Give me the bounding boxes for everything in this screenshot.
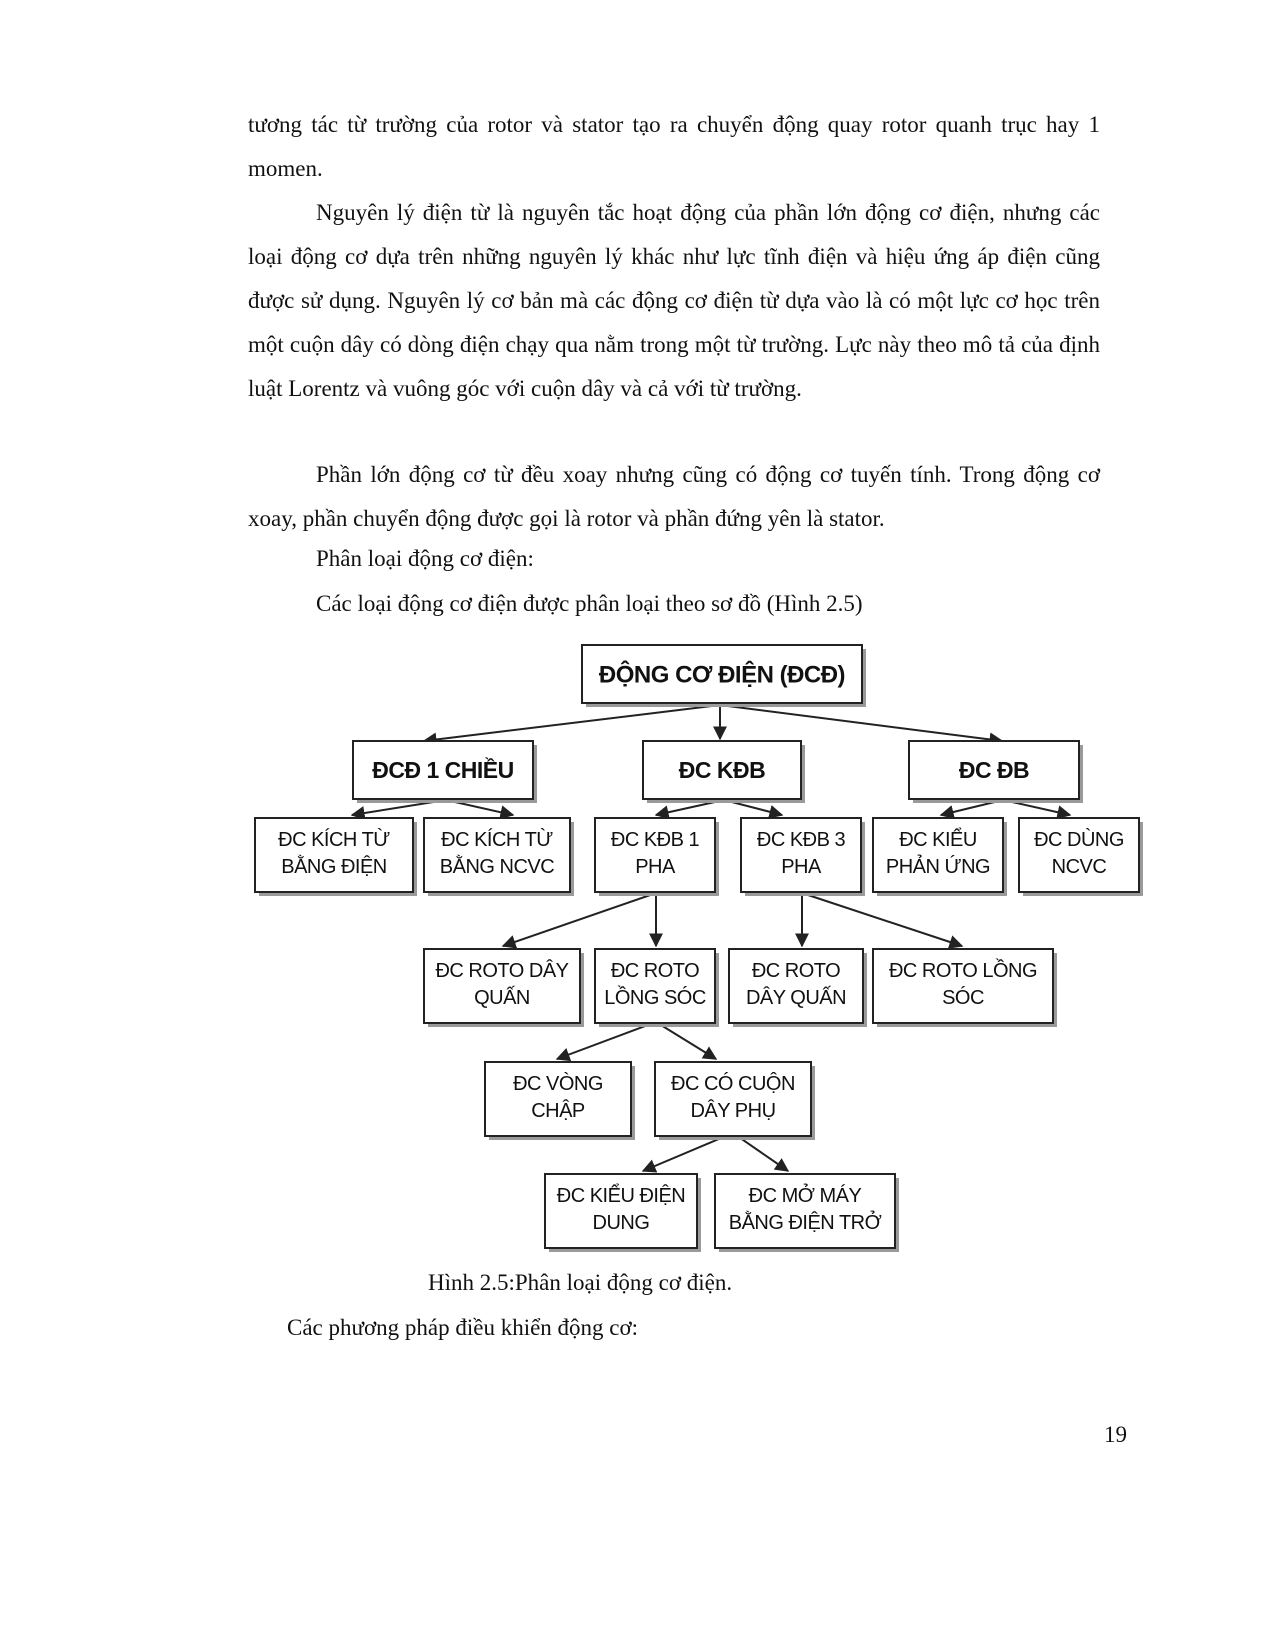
node-label: ĐC ĐB [958, 757, 1030, 783]
node-label-line1: ĐC VÒNG [513, 1073, 603, 1095]
node-kieu-phan-ung [873, 818, 1007, 896]
node-dc-kdb [643, 741, 805, 803]
node-label-line2: DÂY PHỤ [690, 1100, 776, 1122]
node-label-line1: ĐC CÓ CUỘN [671, 1073, 795, 1095]
node-label-line2: PHA [635, 856, 675, 878]
node-label-line2: BẰNG ĐIỆN TRỞ [728, 1212, 882, 1234]
node-label-line1: ĐC ROTO [751, 960, 841, 982]
node-label: ĐỘNG CƠ ĐIỆN (ĐCĐ) [598, 661, 846, 689]
edge-root-db [720, 705, 1002, 741]
node-dc-db [909, 741, 1083, 803]
node-kdb-3-pha [741, 818, 865, 896]
node-kich-tu-bang-ncvc [424, 818, 574, 896]
node-label-line1: ĐC KÍCH TỪ [441, 829, 553, 851]
node-roto-long-soc-3pha [873, 949, 1057, 1027]
page-number: 19 [1104, 1422, 1127, 1447]
edge-kdb3-rotolongsoc [802, 893, 962, 946]
node-vong-chap [485, 1062, 635, 1140]
node-label-line2: PHA [781, 856, 821, 878]
edge-root-dc [424, 705, 720, 741]
node-label-line1: ĐC ROTO LỒNG [888, 960, 1038, 982]
node-label-line2: QUẤN [474, 987, 530, 1009]
node-label-line2: CHẬP [531, 1100, 585, 1122]
paragraph-text: Nguyên lý điện từ là nguyên tắc hoạt động của phần lớn động cơ điện, nhưng các loại động cơ dựa trên những nguyên lý khác như lực tĩnh điện và hiệu ứng áp điện cũng được sử dụng. Nguyên lý cơ bản mà các động cơ điện từ dựa vào là có một lực cơ học trên một cuộn dây có dòng điện chạy qua nằm trong một từ trường. Lực này theo mô tả của [248, 200, 1100, 357]
lorentz-law-link[interactable]: định luật Lorentz [248, 332, 1100, 401]
figure-caption: Hình 2.5:Phân loại động cơ điện. [428, 1270, 733, 1295]
node-label-line2: NCVC [1051, 856, 1107, 878]
node-label: ĐC KĐB [678, 757, 766, 783]
node-kdb-1-pha [595, 818, 719, 896]
paragraph-text: tương tác từ trường của rotor và stator tạo ra chuyển động quay rotor quanh trục hay 1 momen. [248, 112, 1100, 181]
node-dung-ncvc [1019, 818, 1143, 896]
node-co-cuon-day-phu [655, 1062, 815, 1140]
paragraph-text: Phần lớn động cơ từ đều xoay nhưng cũng có động cơ tuyến tính. Trong động cơ xoay, phần chuyển động được gọi là rotor và phần đứng yên là stator. [248, 462, 1100, 531]
node-label-line1: ĐC KĐB 3 [756, 829, 846, 851]
node-label: ĐCĐ 1 CHIỀU [372, 757, 514, 783]
node-label-line1: ĐC DÙNG [1034, 829, 1124, 851]
node-label-line2: BẰNG NCVC [439, 856, 555, 878]
node-kich-tu-bang-dien [255, 818, 417, 896]
node-label-line2: BẰNG ĐIỆN [281, 856, 387, 878]
node-roto-day-quan-1pha [424, 949, 584, 1027]
node-kieu-dien-dung [545, 1174, 701, 1252]
node-label-line2: DUNG [592, 1212, 650, 1234]
node-label-line2: PHẢN ỨNG [885, 856, 991, 878]
edge-longsoc-vongchap [557, 1022, 656, 1059]
node-label-line1: ĐC KĐB 1 [610, 829, 700, 851]
node-label-line2: DÂY QUẤN [745, 987, 847, 1009]
node-label-line1: ĐC MỞ MÁY [748, 1185, 862, 1207]
classification-heading: Phân loại động cơ điện: [316, 546, 534, 571]
node-label-line1: ĐC ROTO DÂY [435, 960, 569, 982]
diagram-intro-line: Các loại động cơ điện được phân loại theo sơ đồ (Hình 2.5) [316, 591, 863, 616]
node-label-line1: ĐC KIỂU [899, 829, 977, 851]
edge-longsoc-cuondayphu [656, 1022, 716, 1059]
node-label-line1: ĐC KÍCH TỪ [278, 829, 390, 851]
node-roto-long-soc-1pha [595, 949, 719, 1027]
node-label-line1: ĐC ROTO [610, 960, 700, 982]
node-dong-co-dien [582, 645, 866, 707]
node-label-line2: LỒNG SÓC [604, 987, 706, 1009]
control-methods-line: Các phương pháp điều khiển động cơ: [287, 1315, 639, 1340]
node-label-line2: SÓC [942, 987, 984, 1009]
node-mo-may-bang-dien-tro [715, 1174, 899, 1252]
node-roto-day-quan-3pha [729, 949, 867, 1027]
node-label-line1: ĐC KIỂU ĐIỆN [556, 1185, 686, 1207]
paragraph-text: và vuông góc với cuộn dây và cả với từ trường. [359, 376, 802, 401]
node-dcd-1-chieu [353, 741, 537, 803]
edge-kdb1-rotodayquan [503, 893, 656, 946]
